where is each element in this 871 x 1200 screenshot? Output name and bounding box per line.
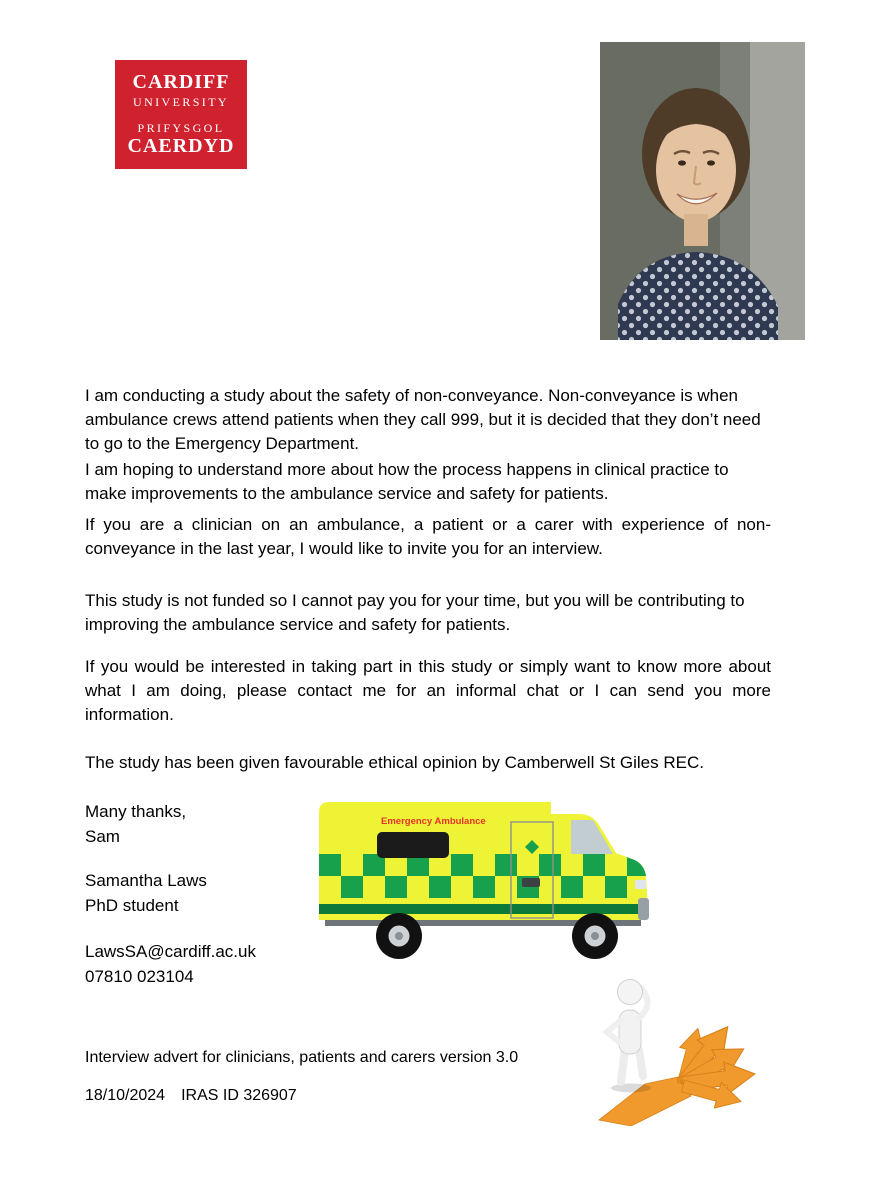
thinking-figure (607, 980, 651, 1093)
body-window (377, 832, 449, 858)
paragraph-funding: This study is not funded so I cannot pay you for your time, but you will be contributing to improving the ambulance service and safety for patients. (85, 591, 745, 634)
signature-block (85, 799, 256, 989)
letter-body (85, 384, 771, 775)
signoff-name: Sam (85, 827, 120, 846)
figure-shadow (611, 1084, 651, 1093)
windshield (571, 820, 613, 854)
signature-full-name: Samantha Laws (85, 871, 207, 890)
neck (684, 214, 708, 246)
signature-phone: 07810 023104 (85, 967, 194, 986)
researcher-photo-image (600, 42, 805, 340)
signoff-thanks: Many thanks, (85, 802, 187, 821)
paragraph-invite: If you are a clinician on an ambulance, a patient or a carer with experience of non-conveyance in the last year, I would like to invite you for an interview. (85, 515, 771, 558)
document-footer (85, 1048, 518, 1106)
crossroads-clipart (595, 974, 790, 1126)
door-handle (522, 878, 540, 887)
researcher-photo (600, 42, 805, 340)
paragraph-contact: If you would be interested in taking part in this study or simply want to know more about what I am doing, please contact me for an informal chat or I can send you more information. (85, 657, 771, 724)
ambulance-label: Emergency Ambulance (381, 816, 486, 827)
headlight (635, 880, 646, 889)
logo-cardiff-text: CARDIFF (132, 71, 230, 93)
ambulance-image (315, 796, 660, 960)
logo-caerdydd-text: CAERDYD (127, 135, 235, 157)
front-bumper (638, 898, 649, 920)
paragraph-study-intro: I am conducting a study about the safety of non-conveyance. Non-conveyance is when ambulance crews attend patients when they call 999, but it is decided that they don’t need to go to the Emergency Department. (85, 386, 761, 453)
path-road (599, 1076, 691, 1126)
footer-date: 18/10/2024 (85, 1087, 166, 1104)
footer-date-line (85, 1086, 518, 1106)
logo-university-text: UNIVERSITY (133, 95, 229, 109)
signature-email: LawsSA@cardiff.ac.uk (85, 942, 256, 961)
signature-role: PhD student (85, 896, 179, 915)
eye-right (707, 160, 715, 165)
logo-prifysgol-text: PRIFYSGOL (137, 121, 225, 135)
footer-version: Interview advert for clinicians, patients and carers version 3.0 (85, 1049, 519, 1066)
eye-left (678, 160, 686, 165)
cardiff-university-logo (115, 60, 247, 169)
footer-iras-id: IRAS ID 326907 (181, 1087, 297, 1104)
ambulance-clipart (315, 796, 660, 960)
paragraph-aim: I am hoping to understand more about how the process happens in clinical practice to make improvements to the ambulance service and safety for patients. (85, 460, 729, 503)
figure-head (618, 980, 643, 1005)
rear-wheel (376, 913, 422, 959)
front-wheel (572, 913, 618, 959)
paragraph-ethics: The study has been given favourable ethical opinion by Camberwell St Giles REC. (85, 753, 704, 772)
crossroads-image (595, 974, 790, 1126)
